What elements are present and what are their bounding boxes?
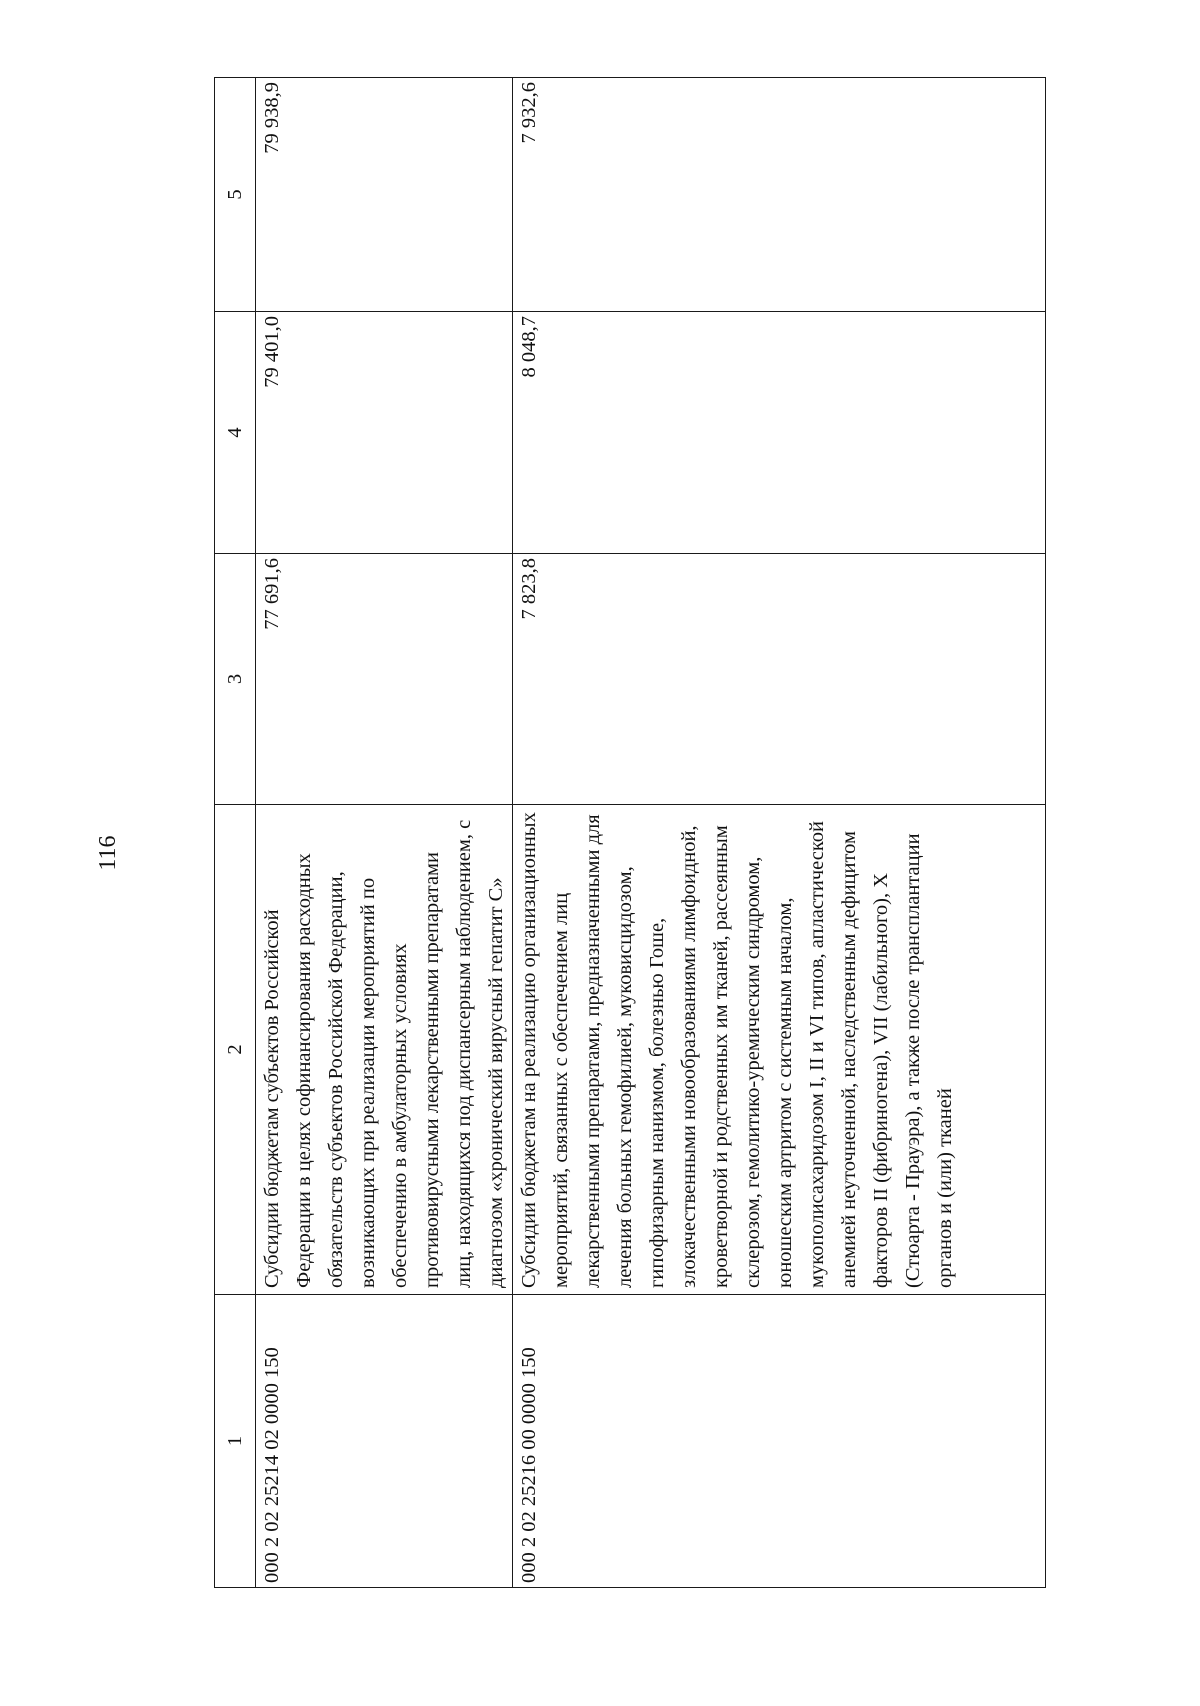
table-row [513, 78, 1046, 1588]
value-col-4-cell: 8 048,7 [513, 312, 1046, 554]
value-col-3-cell: 77 691,6 [256, 554, 513, 805]
description-cell: Субсидии бюджетам на реализацию организационных мероприятий, связанных с обеспечением лиц лекарственными препаратами, предназначенными для лечения больных гемофилией, муковисцидозом, гипофизарным нанизмом, болезнью Гоше, злокачественными новообразованиями лимфоидной, кроветворной и родственных им тканей, рассеянным склерозом, гемолитико-уремическим синдромом, юношеским артритом с системным началом, мукополисахаридозом I, II и VI типов, апластической анемией неуточненной, наследственным дефицитом факторов II (фибриногена), VII (лабильного), X (Стюарта - Прауэра), а также после трансплантации органов и (или) тканей [513, 805, 1046, 1295]
header-col-2: 2 [215, 805, 256, 1295]
budget-code-cell: 000 2 02 25216 00 0000 150 [513, 1295, 1046, 1588]
value-col-3-cell: 7 823,8 [513, 554, 1046, 805]
budget-table [214, 77, 1046, 1588]
table-row [256, 78, 513, 1588]
value-col-5-cell: 79 938,9 [256, 78, 513, 312]
header-col-5: 5 [215, 78, 256, 312]
value-col-4-cell: 79 401,0 [256, 312, 513, 554]
header-col-1: 1 [215, 1295, 256, 1588]
budget-code-cell: 000 2 02 25214 02 0000 150 [256, 1295, 513, 1588]
page-number: 116 [95, 835, 121, 871]
header-col-4: 4 [215, 312, 256, 554]
description-cell: Субсидии бюджетам субъектов Российской Федерации в целях софинансирования расходных обязательств субъектов Российской Федерации, возникающих при реализации мероприятий по обеспечению в амбулаторных условиях противовирусными лекарственными препаратами лиц, находящихся под диспансерным наблюдением, с диагнозом «хронический вирусный гепатит С» [256, 805, 513, 1295]
table-header-row [215, 78, 256, 1588]
value-col-5-cell: 7 932,6 [513, 78, 1046, 312]
header-col-3: 3 [215, 554, 256, 805]
table-container [214, 78, 1094, 1588]
